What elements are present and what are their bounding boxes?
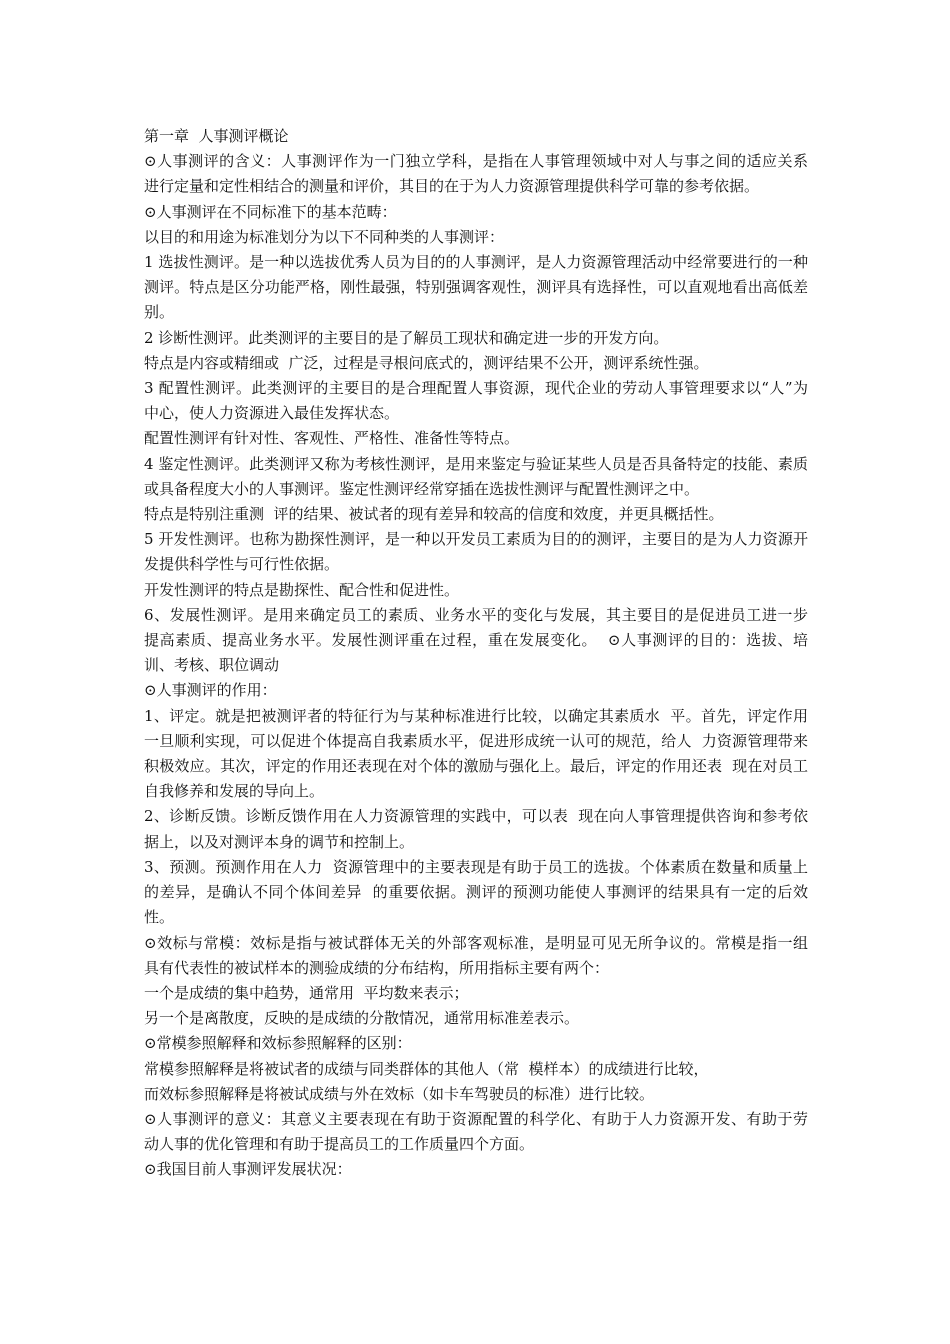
criterion-referenced-interpretation: 而效标参照解释是将被试成绩与外在效标（如卡车驾驶员的标准）进行比较。	[144, 1084, 655, 1103]
section-heading-functions: ⊙人事测评的作用：	[144, 681, 277, 700]
definition-paragraph: ⊙人事测评的含义：人事测评作为一门独立学科，是指在人事管理领域中对人与事之间的适应关系 进行定量和定性相结合的测量和评价，其目的在于为人力资源管理提供科学可靠的参考依据。	[144, 152, 818, 196]
diagnostic-features: 特点是内容或精细或 广泛，过程是寻根问底式的，测评结果不公开，测评系统性强。	[144, 353, 709, 372]
function-prediction: 3、预测。预测作用在人力 资源管理中的主要表现是有助于员工的选拔。个体素质在数量和质量上的差异，是确认不同个体间差异 的重要依据。测评的预测功能使人事测评的结果具有一定的后效性。	[144, 857, 808, 927]
item-growth-assessment: 6、发展性测评。是用来确定员工的素质、业务水平的变化与发展，其主要目的是促进员工进一步 提高素质、提高业务水平。发展性测评重在过程，重在发展变化。 ⊙人事测评的目的：选拔、培训、考核、职位调动	[144, 605, 818, 675]
item-diagnostic-assessment: 2 诊断性测评。此类测评的主要目的是了解员工现状和确定进一步的开发方向。	[144, 328, 669, 347]
item-placement-assessment: 3 配置性测评。此类测评的主要目的是合理配置人事资源，现代企业的劳动人事管理要求以“人”为 中心，使人力资源进入最佳发挥状态。	[144, 379, 818, 423]
classification-intro: 以目的和用途为标准划分为以下不同种类的人事测评：	[144, 227, 505, 246]
norm-indicator-dispersion: 另一个是离散度，反映的是成绩的分散情况，通常用标准差表示。	[144, 1009, 580, 1028]
item-development-assessment: 5 开发性测评。也称为勘探性测评，是一种以开发员工素质为目的的测评，主要目的是为人力资源开 发提供科学性与可行性依据。	[144, 530, 818, 574]
development-features: 开发性测评的特点是勘探性、配合性和促进性。	[144, 580, 460, 599]
appraisal-features: 特点是特别注重测 评的结果、被试者的现有差异和较高的信度和效度，并更具概括性。	[144, 505, 724, 524]
function-diagnostic-feedback: 2、诊断反馈。诊断反馈作用在人力资源管理的实践中，可以表 现在向人事管理提供咨询和参考依据上，以及对测评本身的调节和控制上。	[144, 807, 808, 851]
item-selection-assessment: 1 选拔性测评。是一种以选拔优秀人员为目的的人事测评，是人力资源管理活动中经常要进行的一种 测评。特点是区分功能严格，刚性最强，特别强调客观性，测评具有选择性，可以直观地看出高低差别。	[144, 253, 818, 322]
section-heading-status: ⊙我国目前人事测评发展状况：	[144, 1160, 352, 1179]
norm-indicator-central-tendency: 一个是成绩的集中趋势，通常用 平均数来表示；	[144, 983, 469, 1002]
function-evaluation: 1、评定。就是把被测评者的特征行为与某种标准进行比较，以确定其素质水 平。首先，评定作用一旦顺利实现，可以促进个体提高自我素质水平，促进形成统一认可的规范，给人 力资源管理带来积极效应。其次，评定的作用还表现在对个体的激励与强化上。最后，评定的作用还表 现在对员工自我修养和发展的导向上。	[144, 706, 808, 801]
placement-features: 配置性测评有针对性、客观性、严格性、准备性等特点。	[144, 429, 520, 448]
criterion-and-norm: ⊙效标与常模：效标是指与被试群体无关的外部客观标准，是明显可见无所争议的。常模是指一组 具有代表性的被试样本的测验成绩的分布结构，所用指标主要有两个：	[144, 933, 818, 977]
section-heading-interpretation: ⊙常模参照解释和效标参照解释的区别：	[144, 1034, 412, 1053]
item-appraisal-assessment: 4 鉴定性测评。此类测评又称为考核性测评，是用来鉴定与验证某些人员是否具备特定的技能、素质 或具备程度大小的人事测评。鉴定性测评经常穿插在选拔性测评与配置性测评之中。	[144, 454, 818, 498]
chapter-title: 第一章 人事测评概论	[144, 127, 289, 145]
norm-referenced-interpretation: 常模参照解释是将被试者的成绩与同类群体的其他人（常 模样本）的成绩进行比较，	[144, 1059, 709, 1078]
document-page	[144, 124, 818, 1183]
significance-paragraph: ⊙人事测评的意义：其意义主要表现在有助于资源配置的科学化、有助于人力资源开发、有助于劳 动人事的优化管理和有助于提高员工的工作质量四个方面。	[144, 1109, 818, 1154]
section-heading-scope: ⊙人事测评在不同标准下的基本范畴：	[144, 202, 397, 221]
